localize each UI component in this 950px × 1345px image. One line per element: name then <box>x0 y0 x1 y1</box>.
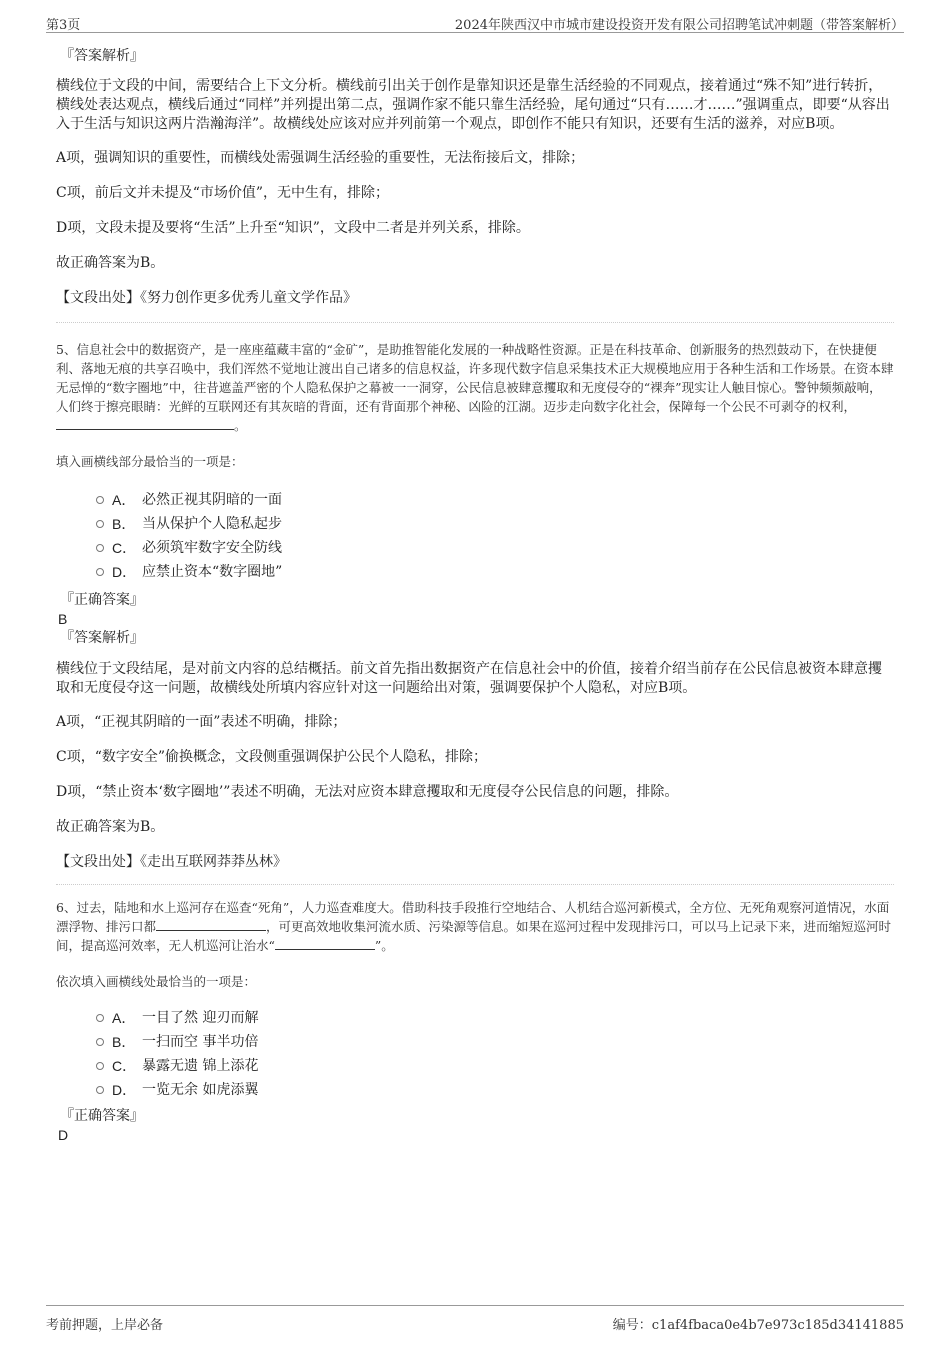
q5-option-d-explain: D项，“禁止资本‘数字圈地’”表述不明确，无法对应资本肆意攫取和无度侵夺公民信息的问题，排除。 <box>56 784 679 800</box>
page-header <box>46 12 904 33</box>
q5-option-b[interactable] <box>96 512 894 536</box>
option-text: 一览无余 如虎添翼 <box>142 1082 259 1098</box>
q5-conclusion: 故正确答案为B。 <box>56 819 165 835</box>
q4-source: 【文段出处】《努力创作更多优秀儿童文学作品》 <box>56 290 357 306</box>
q6-option-b[interactable] <box>96 1030 894 1054</box>
footer-slogan: 考前押题，上岸必备 <box>46 1318 164 1333</box>
q5-analysis-label: 『答案解析』 <box>60 630 144 646</box>
page-number: 第3页 <box>46 18 81 33</box>
option-text: 必须筑牢数字安全防线 <box>142 540 282 556</box>
q5-option-a[interactable] <box>96 488 894 512</box>
main-content <box>56 44 894 1144</box>
radio-icon[interactable] <box>96 520 104 528</box>
q4-option-d-explain: D项，文段未提及要将“生活”上升至“知识”，文段中二者是并列关系，排除。 <box>56 220 530 236</box>
q6-option-d[interactable] <box>96 1078 894 1102</box>
q6-stem-part2: ，可更高效地收集河流水质、污染源等信息。如果在巡河过程中发现排污口，可以马上记录下来，进而缩短巡河时间，提高巡河效率，无人机巡河让治水“ <box>56 919 892 953</box>
option-text: 必然正视其阴暗的一面 <box>142 492 282 508</box>
q5-blank <box>56 417 234 430</box>
radio-icon[interactable] <box>96 568 104 576</box>
option-letter: D． <box>112 1082 137 1098</box>
q5-option-a-explain: A项，“正视其阴暗的一面”表述不明确，排除； <box>56 714 347 730</box>
option-letter: A． <box>112 492 136 508</box>
document-title: 2024年陕西汉中市城市建设投资开发有限公司招聘笔试冲刺题（带答案解析） <box>454 18 904 33</box>
q5-option-d[interactable] <box>96 560 894 584</box>
radio-icon[interactable] <box>96 1014 104 1022</box>
q6-blank-2 <box>275 937 375 950</box>
option-letter: C． <box>112 540 137 556</box>
q4-option-a-explain: A项，强调知识的重要性，而横线处需强调生活经验的重要性，无法衔接后文，排除； <box>56 150 585 166</box>
q5-option-c[interactable] <box>96 536 894 560</box>
q5-correct-label: 『正确答案』 <box>60 592 144 608</box>
q5-correct-answer: B <box>58 611 68 627</box>
q6-option-a[interactable] <box>96 1006 894 1030</box>
q4-conclusion: 故正确答案为B。 <box>56 255 165 271</box>
q5-options <box>96 488 894 584</box>
q6-correct-answer: D <box>58 1127 69 1143</box>
option-text: 当从保护个人隐私起步 <box>142 516 282 532</box>
option-letter: A． <box>112 1010 136 1026</box>
option-letter: D． <box>112 564 137 580</box>
q6-stem <box>56 898 894 955</box>
radio-icon[interactable] <box>96 544 104 552</box>
radio-icon[interactable] <box>96 1086 104 1094</box>
q6-correct-label: 『正确答案』 <box>60 1108 144 1124</box>
q5-stem-text: 5、信息社会中的数据资产，是一座座蕴藏丰富的“金矿”，是助推智能化发展的一种战略性资源。正是在科技革命、创新服务的热烈鼓动下，在快捷便利、落地无痕的共享召唤中，我们浑然不觉地让渡出自己诸多的信息权益，许多现代数字信息采集技术正大规模地应用于各种生活和工作场景。在资本肆无忌惮的“数字圈地”中，往昔遮盖严密的个人隐私保护之幕被一一洞穿，公民信息被肆意攫取和无度侵夺的“裸奔”现实让人触目惊心。警钟频频敲响，人们终于擦亮眼睛：光鲜的互联网还有其灰暗的背面，还有背面那个神秘、凶险的江湖。迈步走向数字化社会，保障每一个公民不可剥夺的权利， <box>56 342 894 414</box>
q5-option-c-explain: C项，“数字安全”偷换概念，文段侧重强调保护公民个人隐私，排除； <box>56 749 488 765</box>
option-letter: B． <box>112 1034 136 1050</box>
option-letter: B． <box>112 516 136 532</box>
option-letter: C． <box>112 1058 137 1074</box>
q6-options <box>96 1006 894 1102</box>
radio-icon[interactable] <box>96 1038 104 1046</box>
q6-option-c[interactable] <box>96 1054 894 1078</box>
radio-icon[interactable] <box>96 496 104 504</box>
q5-stem-end: 。 <box>234 418 247 433</box>
q6-blank-1 <box>156 918 266 931</box>
q5-prompt: 填入画横线部分最恰当的一项是： <box>56 454 244 469</box>
separator <box>56 322 894 324</box>
footer-serial: 编号：c1af4fbaca0e4b7e973c185d34141885 <box>612 1318 904 1333</box>
option-text: 一目了然 迎刃而解 <box>142 1010 259 1026</box>
q5-stem <box>56 340 894 435</box>
q4-analysis-label: 『答案解析』 <box>60 48 144 64</box>
q5-source: 【文段出处】《走出互联网莽莽丛林》 <box>56 854 287 870</box>
radio-icon[interactable] <box>96 1062 104 1070</box>
option-text: 应禁止资本“数字圈地” <box>142 564 283 580</box>
q5-analysis-text: 横线位于文段结尾，是对前文内容的总结概括。前文首先指出数据资产在信息社会中的价值，接着介绍当前存在公民信息被资本肆意攫取和无度侵夺这一问题，故横线处所填内容应针对这一问题给出对策，强调要保护个人隐私，对应B项。 <box>56 661 882 696</box>
q6-prompt: 依次填入画横线处最恰当的一项是： <box>56 974 257 989</box>
page-footer <box>46 1305 904 1333</box>
q6-stem-part3: ”。 <box>374 938 394 953</box>
q6-stem-part1: 6、过去，陆地和水上巡河存在巡查“死角”，人力巡查难度大。借助科技手段推行空地结合、人机结合巡河新模式，全方位、无死角观察河道情况，水面漂浮物、排污口都 <box>56 900 890 934</box>
option-text: 暴露无遗 锦上添花 <box>142 1058 259 1074</box>
q4-analysis-text: 横线位于文段的中间，需要结合上下文分析。横线前引出关于创作是靠知识还是靠生活经验的不同观点，接着通过“殊不知”进行转折，横线处表达观点，横线后通过“同样”并列提出第二点，强调作家不能只靠生活经验，尾句通过“只有……才……”强调重点，即要“从容出入于生活与知识这两片浩瀚海洋”。故横线处应该对应并列前第一个观点，即创作不能只有知识，还要有生活的滋养，对应B项。 <box>56 78 890 132</box>
separator <box>56 884 894 886</box>
q4-option-c-explain: C项，前后文并未提及“市场价值”，无中生有，排除； <box>56 185 390 201</box>
option-text: 一扫而空 事半功倍 <box>142 1034 259 1050</box>
